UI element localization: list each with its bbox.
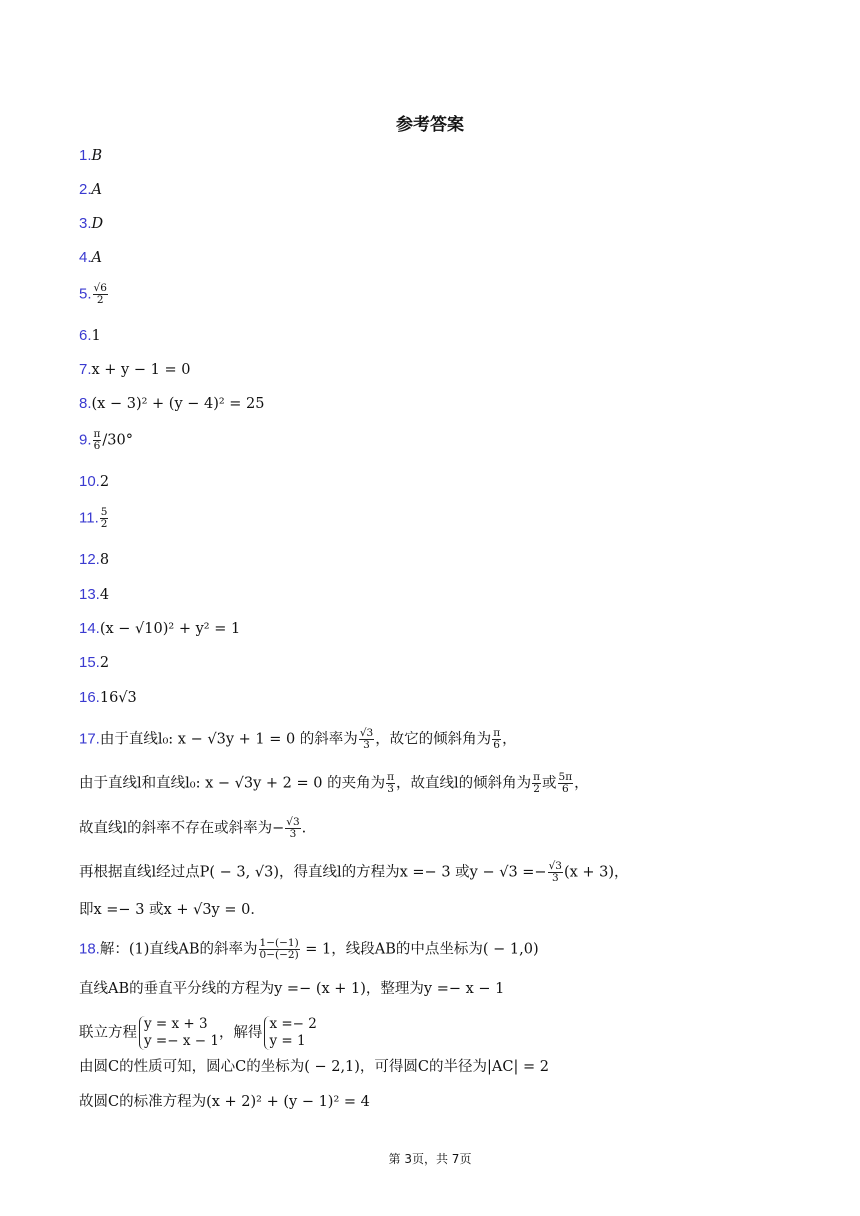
answer-row xyxy=(79,550,109,570)
question-number: 12. xyxy=(79,551,100,568)
answer-text: x + y − 1 = 0 xyxy=(91,362,191,378)
q18-line-5: 故圆C的标准方程为(x + 2)² + (y − 1)² = 4 xyxy=(79,1094,370,1110)
equation-system: y = x + 3 y =− x − 1 xyxy=(139,1016,219,1050)
answer-text: 8 xyxy=(99,552,110,568)
answer-suffix: /30° xyxy=(102,432,134,449)
q17-text: 由于直线l₀: x − √3y + 1 = 0 的斜率为 xyxy=(99,731,358,748)
q17-line-3: 故直线l的斜率不存在或斜率为− $\frac{√3}{3}$ . xyxy=(79,816,307,840)
fraction: $\frac{\pi}{3}$ xyxy=(387,771,394,795)
answer-text: A xyxy=(91,182,102,198)
answer-text: 16√3 xyxy=(99,690,137,706)
question-number: 3. xyxy=(79,215,92,232)
fraction: $\frac{5}{2}$ xyxy=(100,506,108,530)
answer-text: (x − √10)² + y² = 1 xyxy=(99,621,241,637)
fraction: $\frac{√6}{2}$ xyxy=(93,282,107,306)
q18-line-3: 联立方程 y = x + 3 y =− x − 1 ，解得 x =− 2 y = 1 xyxy=(79,1016,317,1049)
fraction: $\frac{5\pi}{6}$ xyxy=(558,771,573,795)
question-number: 5. xyxy=(79,285,92,303)
answer-row xyxy=(79,394,265,414)
question-number: 1. xyxy=(79,147,92,164)
answer-row xyxy=(79,507,109,530)
answer-row xyxy=(79,283,109,306)
q17-line-2: 由于直线l和直线l₀: x − √3y + 2 = 0 的夹角为 $\frac{\pi}{3}$ ，故直线l的倾斜角为 $\frac{\pi}{2}$ 或 $\frac{5\pi}{6}$ ， xyxy=(79,771,589,795)
answer-text: (x − 3)² + (y − 4)² = 25 xyxy=(91,396,265,412)
answer-text: 4 xyxy=(99,587,110,603)
q17-line-5: 即x =− 3 或x + √3y = 0． xyxy=(79,902,265,918)
answer-row xyxy=(79,360,190,380)
answer-text: 2 xyxy=(99,474,110,490)
answer-text: A xyxy=(91,250,102,266)
answer-text: D xyxy=(91,216,104,232)
question-number: 4. xyxy=(79,249,92,266)
fraction: $\frac{√3}{3}$ xyxy=(286,816,300,840)
question-number: 6. xyxy=(79,327,92,344)
question-number: 9. xyxy=(79,431,92,449)
answer-row xyxy=(79,688,137,708)
answer-row xyxy=(79,472,109,492)
fraction: $\frac{\pi}{2}$ xyxy=(533,771,541,795)
question-number: 7. xyxy=(79,361,92,378)
fraction: $\frac{1-(-1)}{0-(-2)}$ xyxy=(259,937,299,961)
answer-row xyxy=(79,619,240,639)
q18-line-2: 直线AB的垂直平分线的方程为y =− (x + 1)，整理为y =− x − 1 xyxy=(79,981,505,997)
question-number: 15. xyxy=(79,654,100,671)
fraction: $\frac{\pi}{6}$ xyxy=(493,727,501,751)
answer-row xyxy=(79,429,133,452)
q18-line-4: 由圆C的性质可知，圆心C的坐标为( − 2,1)，可得圆C的半径为|AC| = 2 xyxy=(79,1059,549,1075)
question-number: 2. xyxy=(79,181,92,198)
answer-text: 2 xyxy=(99,655,110,671)
solution-system: x =− 2 y = 1 xyxy=(264,1016,316,1050)
question-number: 18. xyxy=(79,940,100,958)
answer-row xyxy=(79,653,109,673)
answer-text: 1 xyxy=(91,328,101,344)
answer-row xyxy=(79,146,102,166)
fraction: $\frac{√3}{3}$ xyxy=(359,727,374,751)
question-number: 16. xyxy=(79,689,100,706)
answer-row xyxy=(79,326,101,346)
answer-row xyxy=(79,214,103,234)
question-number: 17. xyxy=(79,730,100,748)
answer-row xyxy=(79,248,102,268)
q17-line-4: 再根据直线l经过点P( − 3, √3)，得直线l的方程为x =− 3 或y − √3 =− $\frac{√3}{3}$ (x + 3)， xyxy=(79,860,629,884)
answer-row xyxy=(79,180,102,200)
fraction: $\frac{√3}{3}$ xyxy=(548,860,562,884)
fraction: $\frac{\pi}{6}$ xyxy=(93,428,101,452)
answer-row xyxy=(79,585,109,605)
q17-line-1: 17.由于直线l₀: x − √3y + 1 = 0 的斜率为 $\frac{√3}{3}$ ，故它的倾斜角为 $\frac{\pi}{6}$ ， xyxy=(79,727,517,751)
page-title: 参考答案 xyxy=(396,115,464,135)
question-number: 13. xyxy=(79,586,100,603)
question-number: 8. xyxy=(79,395,92,412)
question-number: 14. xyxy=(79,620,100,637)
page-footer: 第 3页，共 7页 xyxy=(388,1152,472,1166)
question-number: 11. xyxy=(79,509,99,527)
q18-line-1: 18.解：(1)直线AB的斜率为 $\frac{1-(-1)}{0-(-2)}$ = 1，线段AB的中点坐标为( − 1,0) xyxy=(79,937,539,961)
answer-text: B xyxy=(91,148,103,164)
question-number: 10. xyxy=(79,473,100,490)
